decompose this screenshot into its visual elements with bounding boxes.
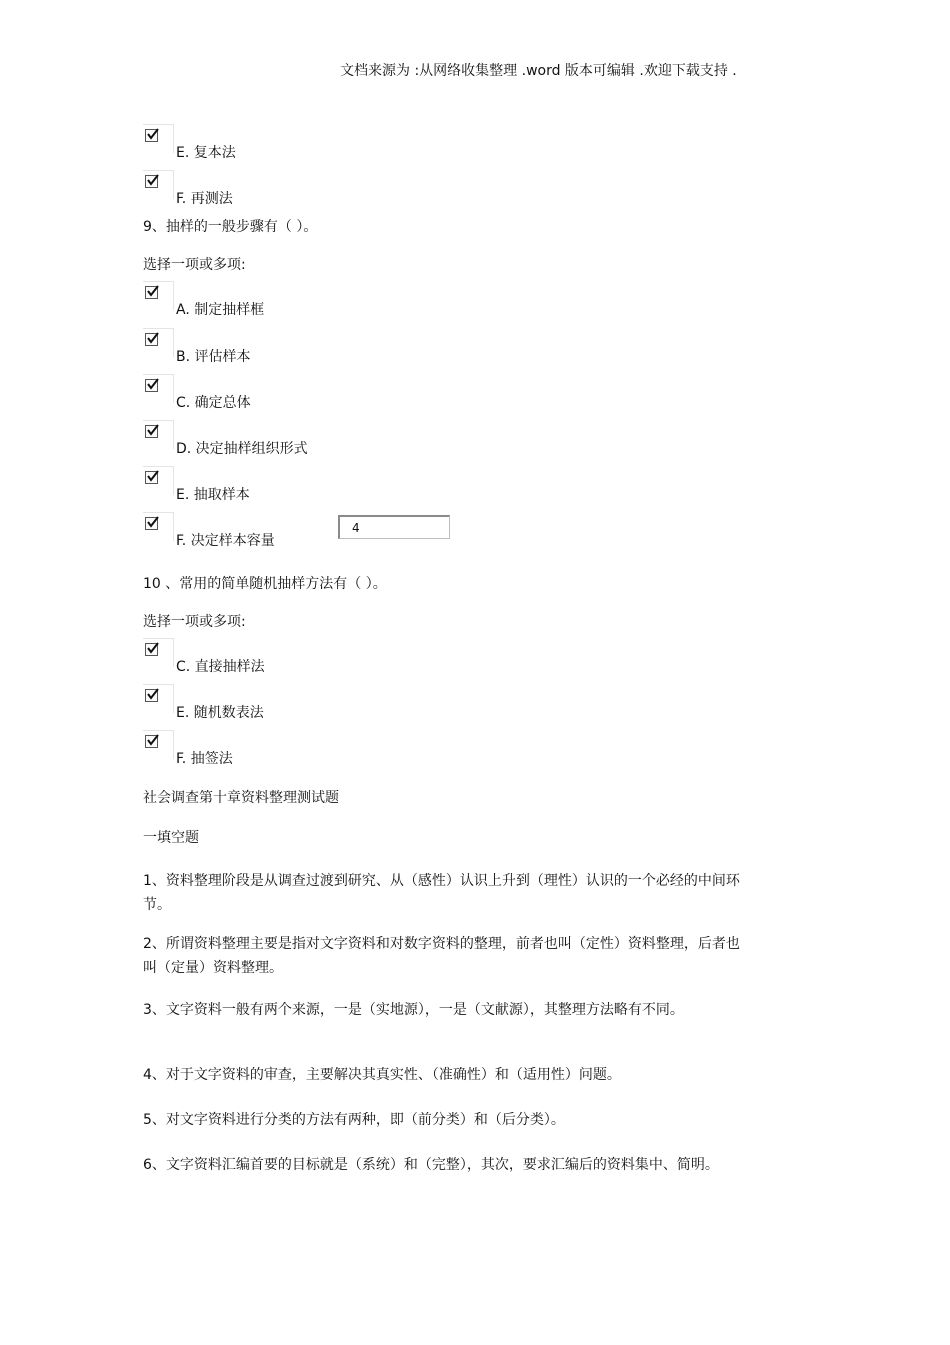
checkbox[interactable] [143,466,174,495]
answer-input[interactable]: 4 [338,515,450,539]
q9-option-b[interactable] [143,328,463,368]
option-label: E. 抽取样本 [176,487,250,503]
q9-option-c[interactable] [143,374,463,414]
option-label: C. 直接抽样法 [176,659,265,675]
option-label: D. 决定抽样组织形式 [176,441,308,457]
fill-item-2: 2、所谓资料整理主要是指对文字资料和对数字资料的整理，前者也叫（定性）资料整理，后者也叫（定量）资料整理。 [143,936,740,976]
checkbox[interactable] [143,684,174,713]
option-label: F. 决定样本容量 [176,533,275,549]
q8-option-f[interactable] [143,170,463,210]
checkmark-icon [146,516,160,528]
checkmark-icon [146,332,160,344]
option-label: E. 随机数表法 [176,705,264,721]
checkbox[interactable] [143,124,174,153]
checkmark-icon [146,688,160,700]
option-label: C. 确定总体 [176,395,251,411]
fill-item-3: 3、文字资料一般有两个来源，一是（实地源），一是（文献源），其整理方法略有不同。 [143,1002,684,1018]
q9-option-e[interactable] [143,466,463,506]
q10-question: 10 、常用的简单随机抽样方法有（ ）。 [143,576,387,592]
checkbox[interactable] [143,374,174,403]
q8-option-e[interactable] [143,124,463,164]
option-label: A. 制定抽样框 [176,302,265,318]
section-title: 一填空题 [143,830,199,846]
checkbox[interactable] [143,281,174,310]
q9-option-a[interactable] [143,281,463,321]
checkmark-icon [146,734,160,746]
checkbox[interactable] [143,512,174,541]
checkmark-icon [146,128,160,140]
fill-item-1: 1、资料整理阶段是从调查过渡到研究、从（感性）认识上升到（理性）认识的一个必经的中间环节。 [143,873,740,913]
q10-instruction: 选择一项或多项: [143,614,246,630]
checkbox[interactable] [143,420,174,449]
q10-option-c[interactable] [143,638,463,678]
checkbox[interactable] [143,170,174,199]
option-label: F. 抽签法 [176,751,233,767]
checkbox[interactable] [143,638,174,667]
q9-option-d[interactable] [143,420,463,460]
document-source-header: 文档来源为 :从网络收集整理 .word 版本可编辑 .欢迎下载支持 . [340,63,737,79]
checkmark-icon [146,642,160,654]
checkmark-icon [146,285,160,297]
fill-item-4: 4、对于文字资料的审查，主要解决其真实性、（准确性）和（适用性）问题。 [143,1067,621,1083]
checkbox[interactable] [143,328,174,357]
checkmark-icon [146,424,160,436]
option-label: B. 评估样本 [176,349,251,365]
q10-option-e[interactable] [143,684,463,724]
option-label: F. 再测法 [176,191,233,207]
option-label: E. 复本法 [176,145,236,161]
chapter-title: 社会调查第十章资料整理测试题 [143,790,339,806]
q9-question: 9、抽样的一般步骤有（ ）。 [143,219,318,235]
checkmark-icon [146,470,160,482]
q9-instruction: 选择一项或多项: [143,257,246,273]
q10-option-f[interactable] [143,730,463,770]
checkmark-icon [146,174,160,186]
checkmark-icon [146,378,160,390]
fill-item-5: 5、对文字资料进行分类的方法有两种，即（前分类）和（后分类）。 [143,1112,565,1128]
checkbox[interactable] [143,730,174,759]
fill-item-6: 6、文字资料汇编首要的目标就是（系统）和（完整），其次，要求汇编后的资料集中、简明。 [143,1157,719,1173]
